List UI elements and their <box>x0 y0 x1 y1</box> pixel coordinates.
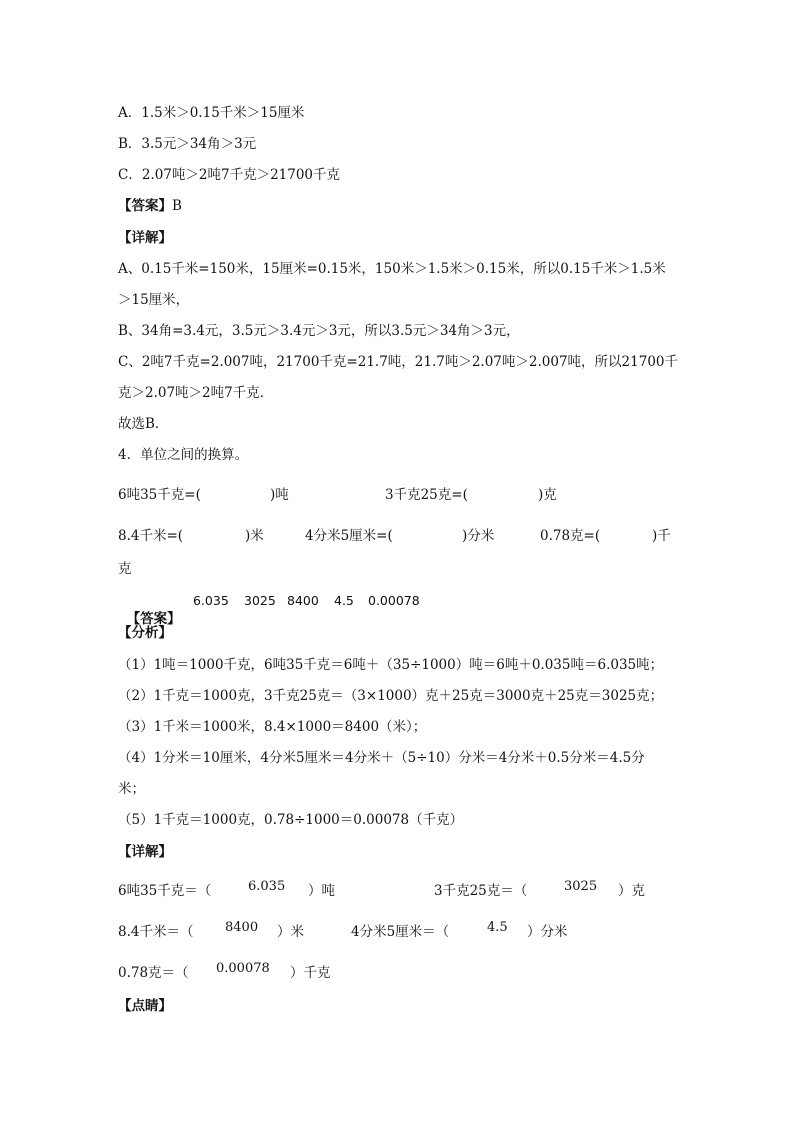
q4-answer-value: 8400 <box>287 593 319 608</box>
analysis-line-3: （3）1千米＝1000米，8.4×1000＝8400（米）； <box>118 719 427 735</box>
q4-detail-r3a-val: 0.00078 <box>216 961 270 976</box>
q4-detail-r3a: 0.78克＝（ <box>118 965 189 981</box>
detail-c-line2: 克＞2.07吨＞2吨7千克． <box>118 385 274 401</box>
q4-row2-b: 4分米5厘米=( <box>305 528 393 544</box>
q4-row1-a-unit: )吨 <box>270 487 289 503</box>
q4-detail-r2b-val: 4.5 <box>487 920 508 935</box>
option-c: C．2.07吨＞2吨7千克＞21700千克 <box>118 167 341 183</box>
analysis-line-4a: （4）1分米＝10厘米，4分米5厘米＝4分米＋（5÷10）分米＝4分米＋0.5分米＝4.5分 <box>118 750 645 766</box>
q4-row2-a-unit: )米 <box>245 528 264 544</box>
q4-row2-b-unit: )分米 <box>462 528 495 544</box>
q4-row1-b-unit: )克 <box>538 487 557 503</box>
q4-detail-r1a-val: 6.035 <box>248 879 286 894</box>
analysis-line-1: （1）1吨＝1000千克，6吨35千克＝6吨＋（35÷1000）吨＝6吨＋0.035吨＝6.035吨； <box>118 657 664 673</box>
detail-c-line1: C、2吨7千克=2.007吨，21700千克=21.7吨，21.7吨＞2.07吨＞2.007吨，所以21700千 <box>118 354 678 370</box>
q4-detail-heading: 【详解】 <box>118 844 172 860</box>
q4-detail-r2b-unit: ）分米 <box>527 924 568 940</box>
question-4-title: 4．单位之间的换算。 <box>118 447 249 463</box>
q4-row1-a: 6吨35千克=( <box>118 487 201 503</box>
q4-row2-a: 8.4千米=( <box>118 528 184 544</box>
answer-label: 【答案】 <box>118 198 172 214</box>
answer-line <box>118 197 182 215</box>
detail-a-line1: A、0.15千米=150米，15厘米=0.15米，150米＞1.5米＞0.15米，所以0.15千米＞1.5米 <box>118 261 666 277</box>
q4-detail-r1a-unit: ）吨 <box>308 883 335 899</box>
q4-row2-c-unit: )千 <box>652 528 671 544</box>
q4-answer-value: 6.035 <box>193 593 229 608</box>
q4-detail-r1a: 6吨35千克＝（ <box>118 883 212 899</box>
option-b: B．3.5元＞34角＞3元 <box>118 136 257 152</box>
detail-b-line: B、34角=3.4元，3.5元＞3.4元＞3元，所以3.5元＞34角＞3元， <box>118 323 520 339</box>
analysis-line-2: （2）1千克＝1000克，3千克25克＝（3×1000）克＋25克＝3000克＋25克＝3025克； <box>118 688 664 704</box>
analysis-line-4b: 米； <box>118 781 145 797</box>
q4-detail-r2b: 4分米5厘米＝（ <box>351 924 450 940</box>
q4-answer-value: 4.5 <box>334 593 354 608</box>
q4-detail-r1b-unit: ）克 <box>618 883 645 899</box>
q4-answer-label: 【答案】 <box>126 611 181 627</box>
q4-detail-r2a: 8.4千米＝（ <box>118 924 194 940</box>
q4-detail-r2a-unit: ）米 <box>277 924 304 940</box>
comment-heading: 【点睛】 <box>118 998 172 1014</box>
q4-detail-r1b: 3千克25克＝（ <box>434 883 528 899</box>
detail-a-line2: ＞15厘米， <box>118 292 190 308</box>
q4-row2-c: 0.78克=( <box>540 528 601 544</box>
q4-detail-r3a-unit: ）千克 <box>290 965 331 981</box>
q4-answer-value: 0.00078 <box>368 593 420 608</box>
option-a: A．1.5米＞0.15千米＞15厘米 <box>118 105 305 121</box>
detail-conclusion: 故选B． <box>118 416 169 432</box>
q4-detail-r2a-val: 8400 <box>225 920 259 935</box>
analysis-line-5: （5）1千克＝1000克，0.78÷1000＝0.00078（千克） <box>118 812 464 828</box>
q4-answer-value: 3025 <box>244 593 276 608</box>
q4-row1-b: 3千克25克=( <box>385 487 468 503</box>
q4-detail-r1b-val: 3025 <box>564 879 598 894</box>
q4-row2-wrap: 克 <box>118 561 132 577</box>
detail-heading: 【详解】 <box>118 230 172 246</box>
q4-answer-line <box>118 592 181 628</box>
answer-value: B <box>172 198 182 214</box>
analysis-heading: 【分析】 <box>118 625 172 641</box>
